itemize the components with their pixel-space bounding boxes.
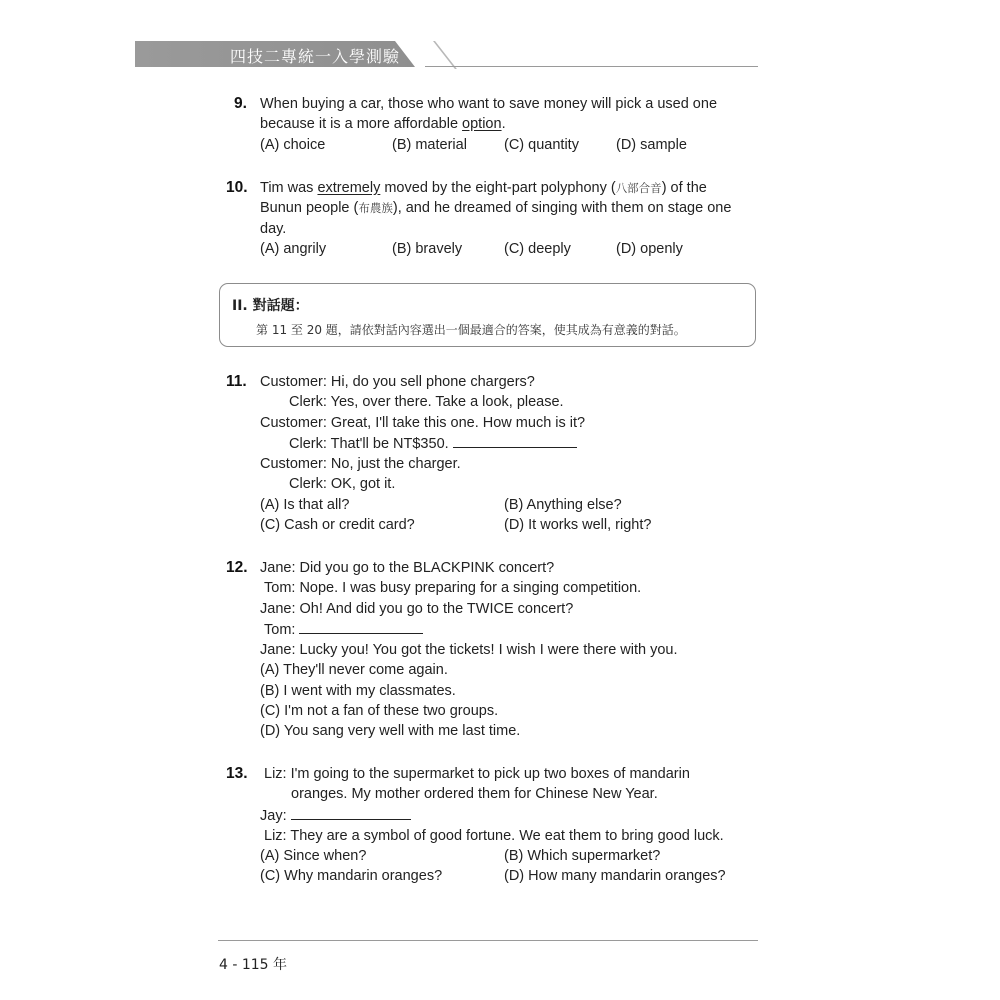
question-13-number: 13. xyxy=(226,765,248,782)
dialogue-line: Tom: Nope. I was busy preparing for a singing competition. xyxy=(264,580,642,597)
option-d[interactable]: (D) You sang very well with me last time. xyxy=(260,723,521,740)
option-a[interactable]: (A) They'll never come again. xyxy=(260,662,448,679)
option-b[interactable]: (B) Which supermarket? xyxy=(504,848,661,865)
section-title: II. 對話題： xyxy=(232,298,309,314)
option-b[interactable]: (B) Anything else? xyxy=(504,496,622,513)
answer-blank xyxy=(299,619,423,634)
option-c[interactable]: (C) I'm not a fan of these two groups. xyxy=(260,703,499,720)
dialogue-line: Tom: xyxy=(260,619,760,640)
dialogue-line: Jane: Oh! And did you go to the TWICE concert? xyxy=(260,600,574,617)
dialogue-line: oranges. My mother ordered them for Chinese New Year. xyxy=(291,786,658,803)
question-9 xyxy=(260,94,760,155)
dialogue-line: Liz: I'm going to the supermarket to pick up two boxes of mandarin xyxy=(264,766,690,782)
option-c[interactable]: (C) Cash or credit card? xyxy=(260,517,415,534)
section-instruction: 第 11 至 20 題，請依對話內容選出一個最適合的答案，使其成為有意義的對話。 xyxy=(256,323,686,337)
question-11-options-row-2 xyxy=(260,515,760,535)
question-13-options-row-2 xyxy=(260,866,760,886)
option-d[interactable]: (D) openly xyxy=(616,240,683,257)
option-b[interactable]: (B) material xyxy=(392,136,467,153)
question-12-number: 12. xyxy=(226,559,248,576)
question-10-number: 10. xyxy=(226,179,248,196)
header-title: 四技二專統一入學測驗 xyxy=(230,47,401,66)
question-12 xyxy=(260,558,760,742)
question-10-options xyxy=(260,239,760,259)
dialogue-line: Jay: xyxy=(260,805,760,826)
dialogue-line: Customer: Hi, do you sell phone chargers? xyxy=(260,374,535,390)
dialogue-line: Clerk: OK, got it. xyxy=(289,476,396,493)
question-9-line-1: When buying a car, those who want to save money will pick a used one xyxy=(260,96,718,112)
dialogue-line: Jane: Did you go to the BLACKPINK concert? xyxy=(260,560,555,576)
question-13 xyxy=(260,764,760,887)
answer-blank xyxy=(453,433,577,448)
question-9-line-2: because it is a more affordable option. xyxy=(260,116,506,133)
question-10-line-2: Bunun people (布農族), and he dreamed of singing with them on stage one xyxy=(260,200,732,217)
dialogue-line: Customer: No, just the charger. xyxy=(260,456,461,473)
dialogue-line: Liz: They are a symbol of good fortune. We eat them to bring good luck. xyxy=(264,827,724,844)
option-b[interactable]: (B) I went with my classmates. xyxy=(260,682,456,699)
dialogue-line: Clerk: That'll be NT$350. xyxy=(260,433,760,454)
header-rule xyxy=(425,66,758,67)
question-11-number: 11. xyxy=(226,373,247,390)
option-c[interactable]: (C) deeply xyxy=(504,240,571,257)
option-d[interactable]: (D) How many mandarin oranges? xyxy=(504,868,726,885)
question-9-options xyxy=(260,135,760,155)
option-c[interactable]: (C) quantity xyxy=(504,136,579,153)
question-10-line-1: Tim was extremely moved by the eight-part polyphony (八部合音) of the xyxy=(260,180,707,196)
dialogue-line: Jane: Lucky you! You got the tickets! I wish I were there with you. xyxy=(260,642,678,659)
question-13-options-row-1 xyxy=(260,846,760,866)
question-11-options-row-1 xyxy=(260,495,760,515)
footer-rule xyxy=(218,940,758,941)
option-d[interactable]: (D) sample xyxy=(616,136,687,153)
dialogue-line: Customer: Great, I'll take this one. How much is it? xyxy=(260,414,586,431)
option-a[interactable]: (A) Is that all? xyxy=(260,496,350,513)
underlined-word: option xyxy=(462,116,502,133)
question-10 xyxy=(260,178,760,259)
question-10-line-3: day. xyxy=(260,220,287,237)
option-c[interactable]: (C) Why mandarin oranges? xyxy=(260,868,443,885)
option-a[interactable]: (A) angrily xyxy=(260,240,327,257)
option-a[interactable]: (A) choice xyxy=(260,136,326,153)
underlined-word: extremely xyxy=(317,180,381,196)
question-11 xyxy=(260,372,760,535)
page-number: 4 - 115 年 xyxy=(219,957,288,973)
option-b[interactable]: (B) bravely xyxy=(392,240,463,257)
option-a[interactable]: (A) Since when? xyxy=(260,848,367,865)
option-d[interactable]: (D) It works well, right? xyxy=(504,517,652,534)
answer-blank xyxy=(291,805,411,820)
dialogue-line: Clerk: Yes, over there. Take a look, please. xyxy=(289,394,564,411)
question-9-number: 9. xyxy=(234,95,247,112)
